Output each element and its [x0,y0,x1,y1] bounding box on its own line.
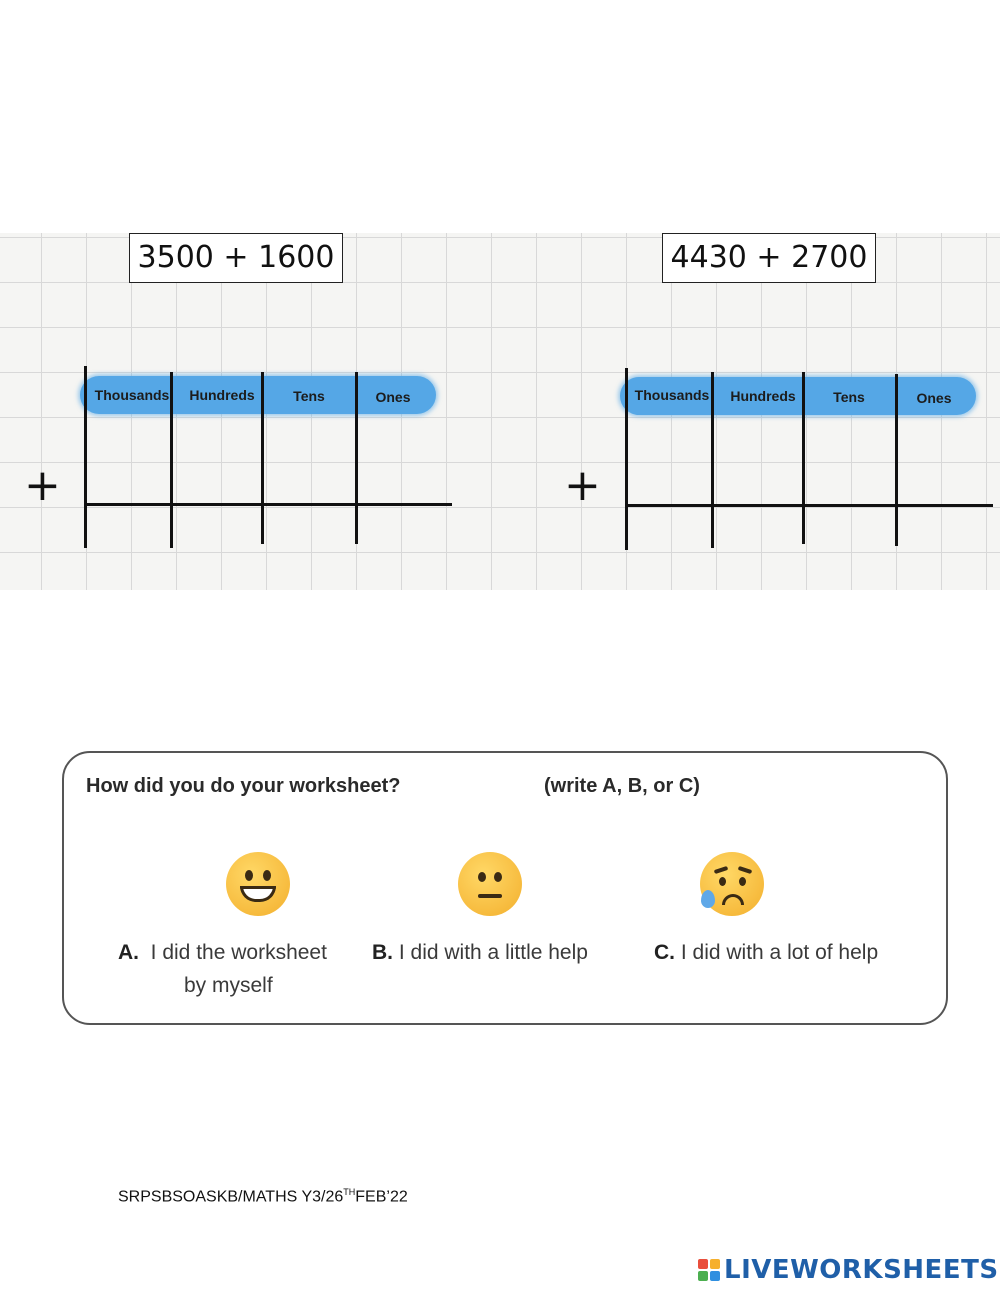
column-line [802,372,805,544]
logo-mark-icon [698,1259,720,1281]
label-thousands-1: Thousands [94,387,170,403]
option-c-text: I did with a lot of help [680,941,879,964]
option-b [372,937,588,969]
label-hundreds-1: Hundreds [189,387,255,403]
option-a-letter: A. [118,941,139,964]
sad-sweat-face-icon [700,852,764,916]
option-b-text: I did with a little help [398,941,588,964]
option-a [118,937,327,969]
reflection-question: How did you do your worksheet? [86,775,401,797]
label-ones-2: Ones [916,390,952,406]
plus-sign-1: + [24,460,61,511]
label-tens-2: Tens [833,389,865,405]
column-line [355,372,358,544]
sum-line-1 [84,503,452,506]
expression-box-2: 4430 + 2700 [662,233,876,283]
label-ones-1: Ones [375,389,411,405]
plus-sign-2: + [564,460,601,511]
label-hundreds-2: Hundreds [730,388,796,404]
sum-line-2 [625,504,993,507]
column-line [895,374,898,546]
grinning-face-icon [226,852,290,916]
column-line [84,366,87,548]
footer-code: SRPSBSOASKB/MATHS Y3/26THFEB’22 [118,1187,408,1206]
liveworksheets-logo[interactable] [698,1254,999,1286]
option-b-letter: B. [372,941,393,964]
neutral-face-icon [458,852,522,916]
column-line [625,368,628,550]
label-thousands-2: Thousands [634,387,710,403]
reflection-instruction: (write A, B, or C) [544,775,700,797]
option-a-text: I did the worksheet [150,941,327,964]
brand-name: LIVEWORKSHEETS [724,1255,999,1285]
column-line [711,372,714,548]
option-c-letter: C. [654,941,675,964]
expression-box-1: 3500 + 1600 [129,233,343,283]
option-a-line2: by myself [184,974,273,997]
column-line [170,372,173,548]
column-line [261,372,264,544]
option-c [654,937,878,969]
label-tens-1: Tens [293,388,325,404]
